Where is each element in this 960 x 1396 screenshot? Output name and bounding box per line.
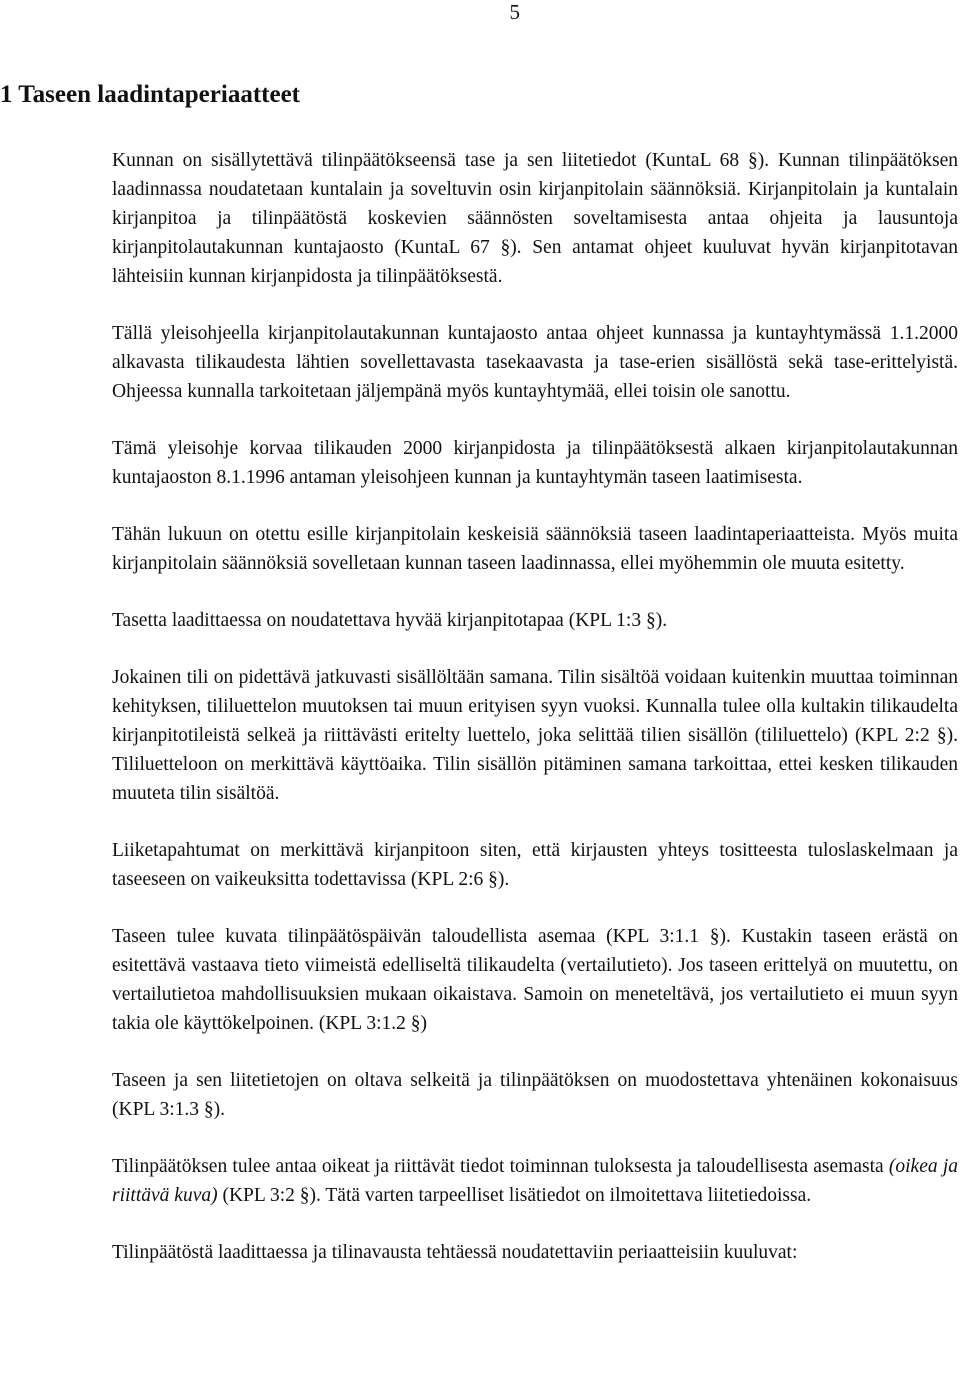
paragraph-3: Tämä yleisohje korvaa tilikauden 2000 kirjanpidosta ja tilinpäätöksestä alkaen kirjanpitolautakunnan kuntajaoston 8.1.1996 antaman yleisohjeen kunnan ja kuntayhtymän taseen laatimisesta. (112, 438, 958, 488)
page-number: 5 (509, 0, 520, 24)
paragraph-2: Tällä yleisohjeella kirjanpitolautakunnan kuntajaosto antaa ohjeet kunnassa ja kuntayhtymässä 1.1.2000 alkavasta tilikaudesta lähtien sovellettavasta tasekaavasta ja tase-erien sisällöstä sekä tase-erittelyistä. Ohjeessa kunnalla tarkoitetaan jäljempänä myös kuntayhtymää, ellei toisin ole sanottu. (112, 323, 958, 402)
paragraph-4: Tähän lukuun on otettu esille kirjanpitolain keskeisiä säännöksiä taseen laadintaperiaatteista. Myös muita kirjanpitolain säännöksiä sovelletaan kunnan taseen laadinnassa, ellei myöhemmin ole muuta esitetty. (112, 524, 958, 574)
body-text (112, 146, 958, 1295)
paragraph-5: Tasetta laadittaessa on noudatettava hyvää kirjanpitotapaa (KPL 1:3 §). (112, 610, 668, 631)
paragraph-8: Taseen tulee kuvata tilinpäätöspäivän taloudellista asemaa (KPL 3:1.1 §). Kustakin taseen erästä on esitettävä vastaava tieto viimeistä edelliseltä tilikaudelta (vertailutieto). Jos taseen erittelyä on muutettu, on vertailutietoa mahdollisuuksien mukaan oikaistava. Samoin on meneteltävä, jos vertailutieto ei muun syyn takia ole käyttökelpoinen. (KPL 3:1.2 §) (112, 926, 958, 1034)
paragraph-6: Jokainen tili on pidettävä jatkuvasti sisällöltään samana. Tilin sisältöä voidaan kuitenkin muuttaa toiminnan kehityksen, tililuettelon muutoksen tai muun erityisen syyn vuoksi. Kunnalla tulee olla kultakin tilikaudelta kirjanpitotileistä selkeä ja riittävästi eritelty luettelo, joka selittää tilien sisällön (tililuettelo) (KPL 2:2 §). Tililuetteloon on merkittävä käyttöaika. Tilin sisällön pitäminen samana tarkoittaa, ettei kesken tilikauden muuteta tilin sisältöä. (112, 667, 958, 804)
paragraph-7: Liiketapahtumat on merkittävä kirjanpitoon siten, että kirjausten yhteys tositteesta tuloslaskelmaan ja taseeseen on vaikeuksitta todettavissa (KPL 2:6 §). (112, 840, 958, 890)
paragraph-1: Kunnan on sisällytettävä tilinpäätökseensä tase ja sen liitetiedot (KuntaL 68 §). Kunnan tilinpäätöksen laadinnassa noudatetaan kuntalain ja soveltuvin osin kirjanpitolain säännöksiä. Kirjanpitolain ja kuntalain kirjanpitoa ja tilinpäätöstä koskevien säännösten soveltamisesta antaa ohjeita ja lausuntoja kirjanpitolautakunnan kuntajaosto (KuntaL 67 §). Sen antamat ohjeet kuuluvat hyvän kirjanpitotavan lähteisiin kunnan kirjanpidosta ja tilinpäätöksestä. (112, 150, 958, 287)
paragraph-11: Tilinpäätöstä laadittaessa ja tilinavausta tehtäessä noudatettaviin periaatteisiin kuuluvat: (112, 1242, 798, 1263)
paragraph-10-start: Tilinpäätöksen tulee antaa oikeat ja riittävät tiedot toiminnan tuloksesta ja taloudellisesta asemasta (112, 1156, 889, 1177)
paragraph-9: Taseen ja sen liitetietojen on oltava selkeitä ja tilinpäätöksen on muodostettava yhtenäinen kokonaisuus (KPL 3:1.3 §). (112, 1070, 958, 1120)
paragraph-10-end: (KPL 3:2 §). Tätä varten tarpeelliset lisätiedot on ilmoitettava liitetiedoissa. (217, 1185, 812, 1206)
chapter-title: 1 Taseen laadintaperiaatteet (0, 81, 300, 108)
italic-phrase: (oikea ja riittävä kuva) (112, 1156, 958, 1206)
paragraph-10 (112, 1152, 958, 1210)
